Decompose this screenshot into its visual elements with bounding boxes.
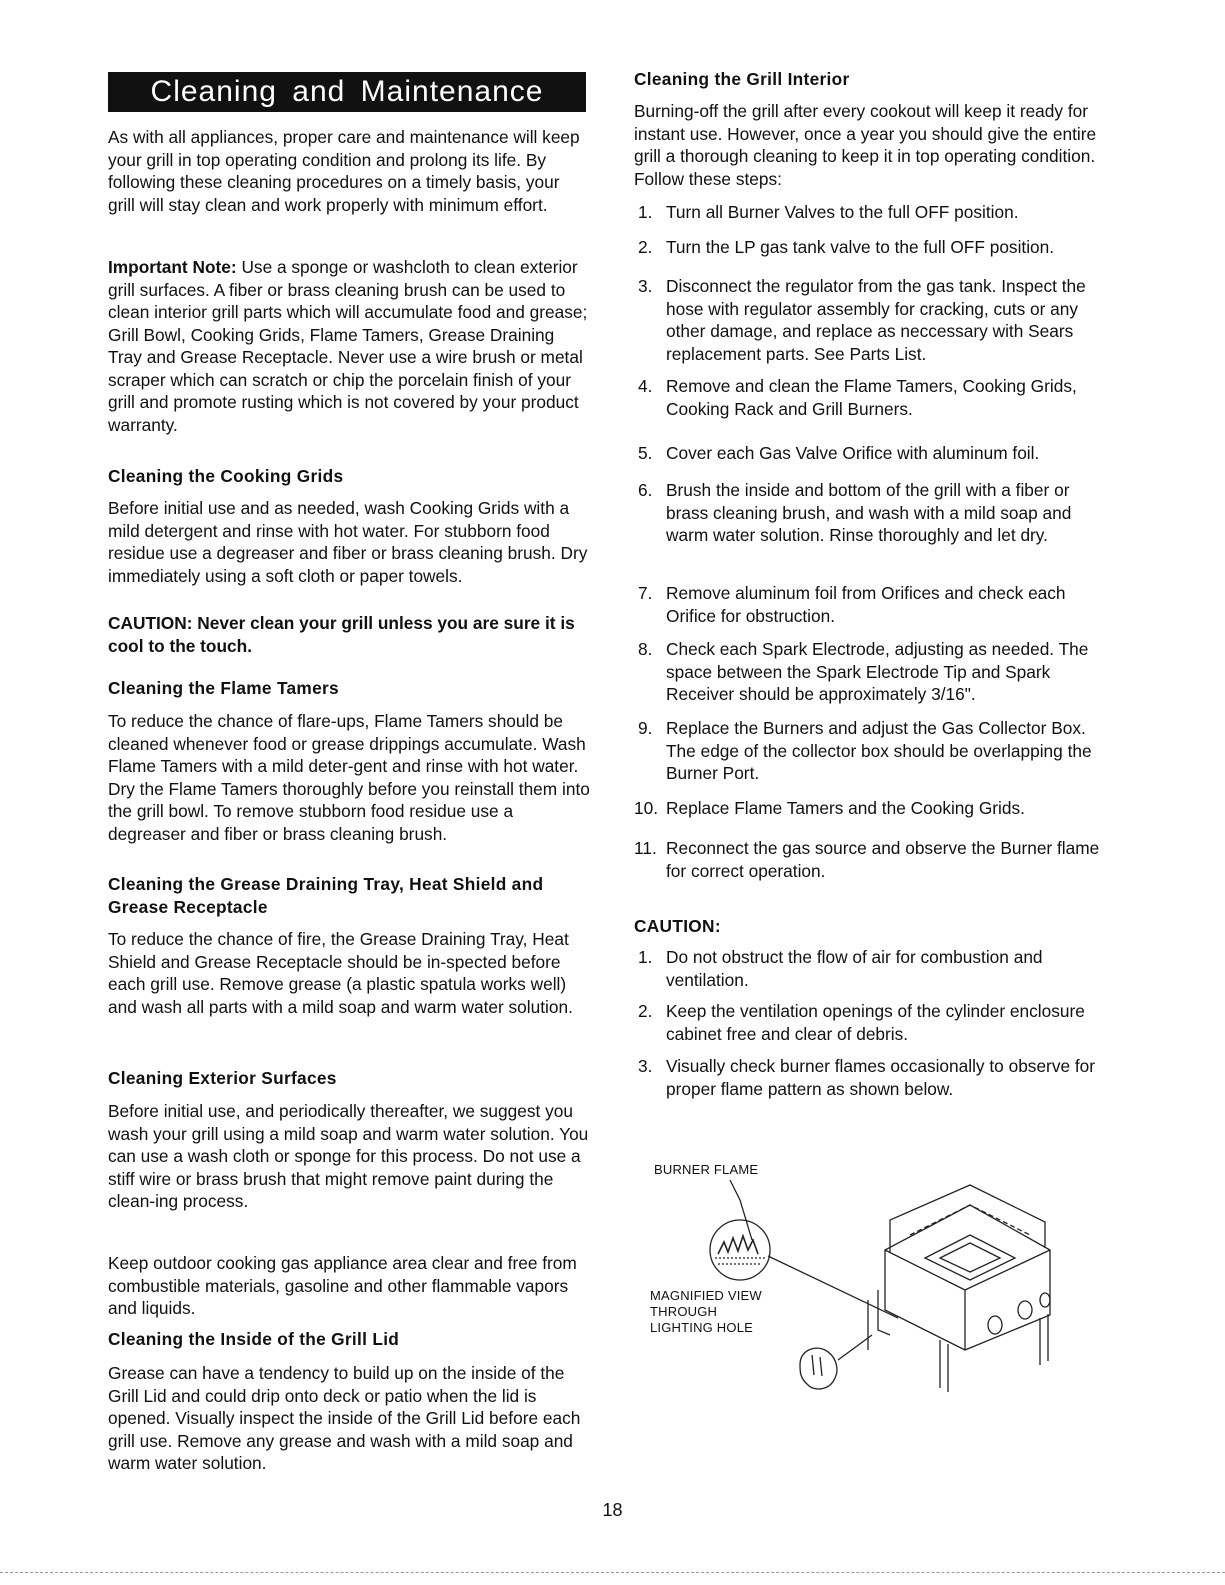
knob-icon [988,1316,1002,1334]
page-title: Cleaning and Maintenance [108,72,586,112]
exterior-text-2: Keep outdoor cooking gas appliance area clear and free from combustible materials, gasoline and other flammable vapors and liquids. [108,1253,577,1318]
page-number: 18 [602,1500,623,1520]
list-item: 6. Brush the inside and bottom of the grill with a fiber or brass cleaning brush, and wash with a mild soap and warm water solution. Rinse thoroughly and let dry. [638,480,1072,545]
burner-flame-label: BURNER FLAME [654,1162,759,1177]
knob-icon [1040,1293,1050,1307]
grill-leg [1040,1314,1048,1365]
list-item: 3. Visually check burner flames occasionally to observe for proper flame pattern as shown below. [638,1056,1096,1099]
list-item: 4. Remove and clean the Flame Tamers, Cooking Grids, Cooking Rack and Grill Burners. [638,376,1077,419]
cooking-grids-caution: CAUTION: Never clean your grill unless you are sure it is cool to the touch. [108,613,575,656]
list-item: 1. Turn all Burner Valves to the full OFF position. [638,202,1019,222]
grill-leg [940,1340,948,1392]
hand-icon [800,1348,837,1389]
magnified-view-circle [710,1220,770,1280]
bottom-divider [0,1572,1225,1573]
cooking-grids-heading: Cleaning the Cooking Grids [108,466,344,486]
magnified-view-label: MAGNIFIED VIEW [650,1288,762,1303]
exterior-heading: Cleaning Exterior Surfaces [108,1068,337,1088]
grill-lid-heading: Cleaning the Inside of the Grill Lid [108,1329,400,1349]
list-item: 2. Turn the LP gas tank valve to the full OFF position. [638,237,1055,257]
list-item: 2. Keep the ventilation openings of the cylinder enclosure cabinet free and clear of debris. [638,1001,1085,1044]
list-item: 5. Cover each Gas Valve Orifice with aluminum foil. [638,443,1040,463]
list-item: 11. Reconnect the gas source and observe the Burner flame for correct operation. [634,838,1100,881]
grill-illustration [640,1150,1080,1420]
flame-tamers-heading: Cleaning the Flame Tamers [108,678,339,698]
through-label: THROUGH [650,1304,718,1319]
list-item: 3. Disconnect the regulator from the gas tank. Inspect the hose with regulator assembly for cracking, cuts or any other damage, and replace as neccessary with Sears replacement parts. See Parts List. [638,276,1086,364]
flame-tamers-text: To reduce the chance of flare-ups, Flame Tamers should be cleaned whenever food or grease drippings accumulate. Wash Flame Tamers with a mild deter-gent and rinse with hot water. Dry the Flame Tamers thoroughly before you reinstall them into the grill bowl. To remove stubborn food residue use a degreaser and fiber or brass cleaning brush. [108,711,590,844]
lighting-hole-label: LIGHTING HOLE [650,1320,754,1335]
intro-paragraph: As with all appliances, proper care and maintenance will keep your grill in top operating condition and prolong its life. By following these cleaning procedures on a timely basis, your grill will stay clean and work properly with minimum effort. [108,127,580,215]
grease-tray-text: To reduce the chance of fire, the Grease Draining Tray, Heat Shield and Grease Receptacle should be in-spected before each grill use. Remove grease (a plastic spatula works well) and wash all parts with a mild soap and warm water solution. [108,929,573,1017]
grease-tray-heading: Cleaning the Grease Draining Tray, Heat Shield and Grease Receptacle [108,874,544,917]
cooking-grids-text: Before initial use and as needed, wash Cooking Grids with a mild detergent and rinse with hot water. For stubborn food residue use a degreaser and fiber or brass cleaning brush. Dry immediately using a soft cloth or paper towels. [108,498,588,586]
list-item: 9. Replace the Burners and adjust the Gas Collector Box. The edge of the collector box should be overlapping the Burner Port. [638,718,1092,783]
grill-body-outline [885,1205,1050,1350]
exterior-text: Before initial use, and periodically thereafter, we suggest you wash your grill using a mild soap and warm water solution. You can use a wash cloth or sponge for this process. Do not use a stiff wire or brass brush that might remove paint during the clean-ing process. [108,1101,589,1211]
important-note-text: Use a sponge or washcloth to clean exterior grill surfaces. A fiber or brass cleaning brush can be used to clean interior grill parts which will accumulate food and grease; Grill Bowl, Cooking Grids, Flame Tamers, Grease Draining Tray and Grease Receptacle. Never use a wire brush or metal scraper which can scratch or chip the porcelain finish of your grill and promote rusting which is not covered by your product warranty. [108,257,588,435]
interior-heading: Cleaning the Grill Interior [634,69,850,89]
list-item: 10. Replace Flame Tamers and the Cooking Grids. [634,798,1025,818]
burner-flame-figure [640,1150,1080,1420]
list-item: 7. Remove aluminum foil from Orifices and check each Orifice for obstruction. [638,583,1066,626]
list-item: 1. Do not obstruct the flow of air for combustion and ventilation. [638,947,1043,990]
flame-leader-line [730,1180,752,1240]
hand-leader-line [838,1335,872,1360]
list-item: 8. Check each Spark Electrode, adjusting as needed. The space between the Spark Electrode Tip and Spark Receiver should be approximately 3/16". [638,639,1089,704]
knob-icon [1018,1301,1032,1319]
caution-heading: CAUTION: [634,916,721,936]
important-note [108,256,590,436]
interior-text: Burning-off the grill after every cookout will keep it ready for instant use. However, once a year you should give the entire grill a thorough cleaning to keep it in top operating condition. Follow these steps: [634,101,1097,189]
grill-lid-text: Grease can have a tendency to build up on the inside of the Grill Lid and could drip onto deck or patio when the lid is opened. Visually inspect the inside of the Grill Lid before each grill use. Remove any grease and wash with a mild soap and warm water solution. [108,1363,581,1473]
important-note-label: Important Note: [108,257,237,277]
